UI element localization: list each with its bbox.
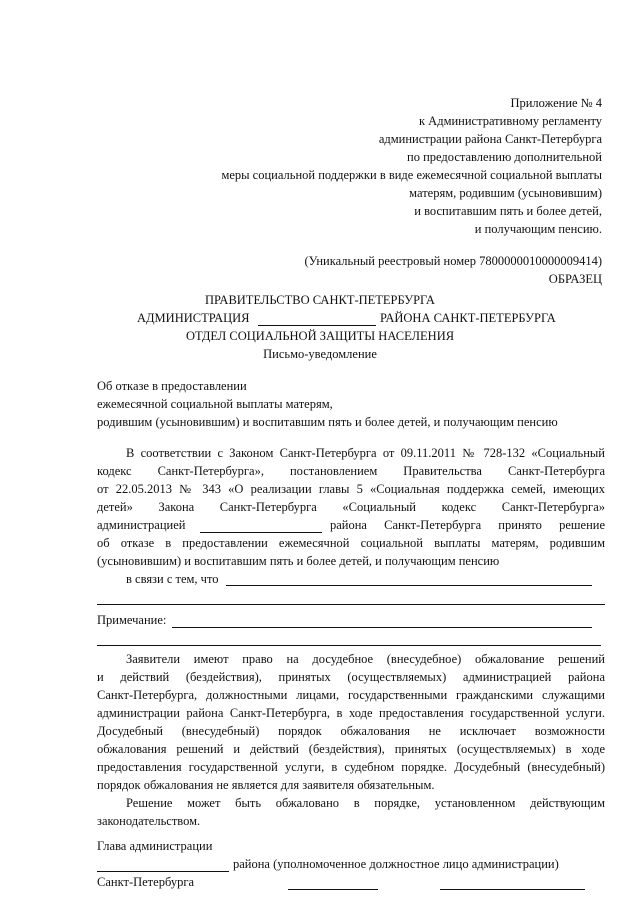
appendix-line: и воспитавшим пять и более детей, bbox=[414, 204, 602, 218]
sample-label: ОБРАЗЕЦ bbox=[548, 272, 602, 286]
body-line: Досудебный (внесудебный) порядок обжалования не исключает возможности bbox=[97, 724, 605, 738]
head-label: Глава администрации bbox=[97, 839, 213, 853]
appendix-line: и получающим пенсию. bbox=[474, 222, 602, 236]
body-line: об отказе в предоставлении ежемесячной социальной выплаты матерям, родившим bbox=[97, 536, 605, 550]
spb-label: Санкт-Петербурга bbox=[97, 875, 195, 889]
admin-title-left: АДМИНИСТРАЦИЯ bbox=[137, 311, 250, 325]
reason-label: в связи с тем, что bbox=[126, 572, 219, 586]
district-name-field[interactable] bbox=[97, 871, 229, 872]
gov-title: ПРАВИТЕЛЬСТВО САНКТ-ПЕТЕРБУРГА bbox=[205, 293, 435, 307]
body-line: законодательством. bbox=[97, 814, 201, 828]
signature-field[interactable] bbox=[288, 889, 378, 890]
body-line: предоставления государственной услуги, в судебном порядке. Досудебный (внесудебный) bbox=[97, 760, 605, 774]
admin-title-right: РАЙОНА САНКТ-ПЕТЕРБУРГА bbox=[380, 311, 556, 325]
appendix-line: к Административному регламенту bbox=[418, 114, 602, 128]
body-line: и действий (бездействия), принятых (осуществляемых) администрацией района bbox=[97, 670, 605, 684]
body-line: детей» Закона Санкт-Петербурга «Социальный кодекс Санкт-Петербурга» bbox=[97, 500, 605, 514]
body-line: кодекс Санкт-Петербурга», постановлением Правительства Санкт-Петербурга bbox=[97, 464, 605, 478]
district-label: района (уполномоченное должностное лицо администрации) bbox=[233, 857, 559, 871]
subject-line: Об отказе в предоставлении bbox=[97, 379, 247, 393]
body-line: от 22.05.2013 № 343 «О реализации главы 5 «Социальная поддержка семей, имеющих bbox=[97, 482, 605, 496]
dept-title: ОТДЕЛ СОЦИАЛЬНОЙ ЗАЩИТЫ НАСЕЛЕНИЯ bbox=[185, 329, 455, 343]
body-line: Заявители имеют право на досудебное (внесудебное) обжалование решений bbox=[126, 652, 605, 666]
body-line: обжалования решений и действий (бездействия), принятых (осуществляемых) в ходе bbox=[97, 742, 605, 756]
signature-decode-field[interactable] bbox=[440, 889, 585, 890]
body-line: (усыновившим) и воспитавшим пять и более детей, и получающим пенсию bbox=[97, 554, 500, 568]
body-line: В соответствии с Законом Санкт-Петербурга от 09.11.2011 № 728-132 «Социальный bbox=[126, 446, 605, 460]
letter-title: Письмо-уведомление bbox=[263, 347, 377, 361]
appendix-line: по предоставлению дополнительной bbox=[407, 150, 602, 164]
note-label: Примечание: bbox=[97, 613, 167, 627]
appendix-line: меры социальной поддержки в виде ежемесячной социальной выплаты bbox=[221, 168, 602, 182]
body-line: Санкт-Петербурга, должностными лицами, государственными гражданскими служащими bbox=[97, 688, 605, 702]
body-line: Решение может быть обжаловано в порядке, установленном действующим bbox=[126, 796, 605, 810]
subject-line: ежемесячной социальной выплаты матерям, bbox=[97, 397, 333, 411]
appendix-line: матерям, родившим (усыновившим) bbox=[409, 186, 602, 200]
body-line: администрацией bbox=[97, 518, 186, 532]
body-line: администрации района Санкт-Петербурга, в ходе предоставления государственной услуги. bbox=[97, 706, 605, 720]
appendix-line: администрации района Санкт-Петербурга bbox=[378, 132, 602, 146]
appendix-line: Приложение № 4 bbox=[510, 96, 602, 110]
subject-line: родившим (усыновившим) и воспитавшим пять и более детей, и получающим пенсию bbox=[97, 415, 558, 429]
registry-number: (Уникальный реестровый номер 7800000010000009414) bbox=[304, 254, 602, 268]
body-line: порядок обжалования не является для заявителя обязательным. bbox=[97, 778, 435, 792]
body-line: района Санкт-Петербурга принято решение bbox=[330, 518, 605, 532]
